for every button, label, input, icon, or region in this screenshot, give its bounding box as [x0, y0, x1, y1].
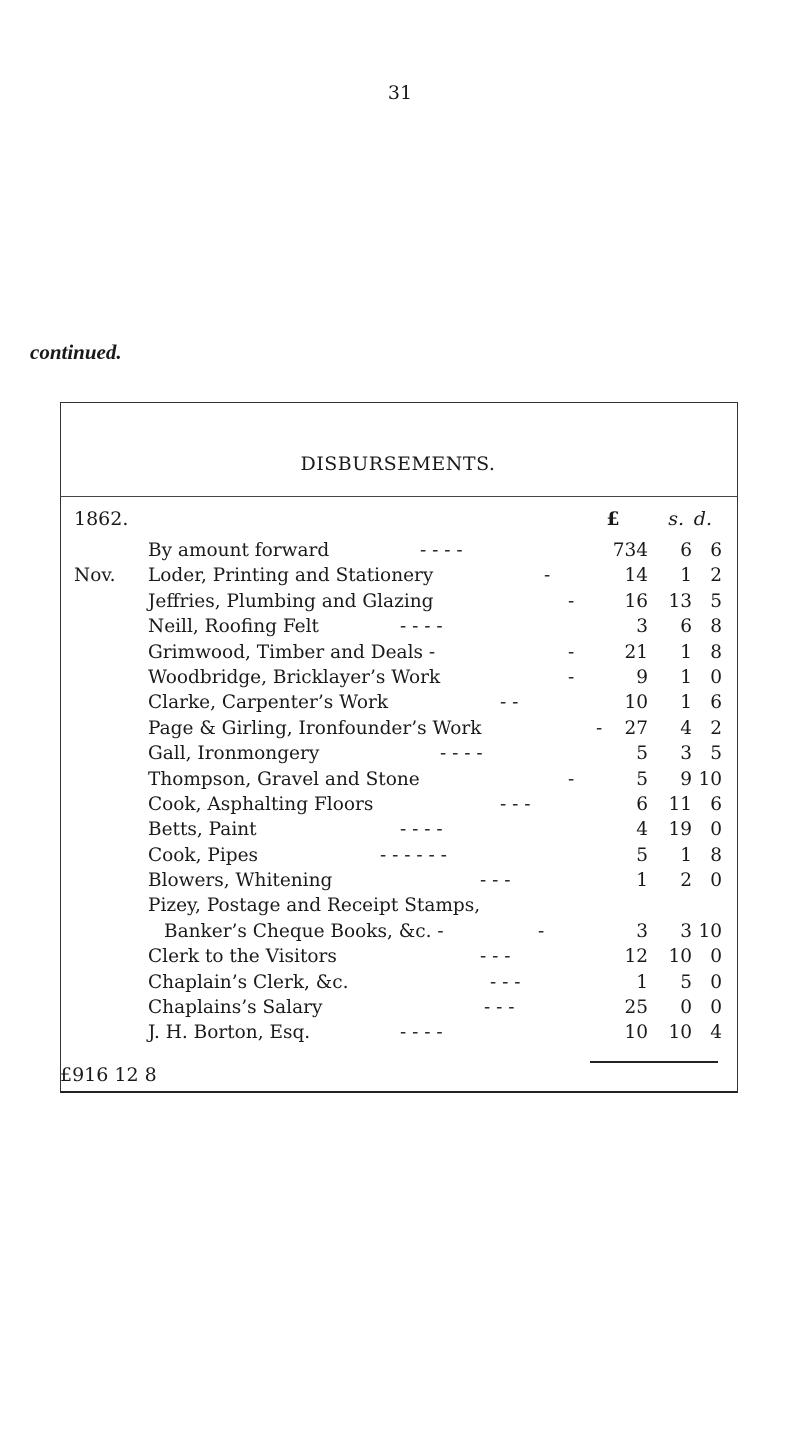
row-pounds: 1	[636, 971, 648, 993]
row-leaders: -	[596, 717, 603, 739]
row-leaders: - - - -	[420, 540, 463, 561]
row-leaders: - -	[500, 692, 519, 714]
row-pounds: 3	[636, 616, 648, 638]
row-leaders: - - - -	[400, 1022, 443, 1044]
total-pounds: £916	[60, 1064, 109, 1086]
continued-label: continued.	[30, 340, 122, 364]
row-description: Neill, Roofing Felt	[148, 616, 319, 638]
ledger-row	[60, 944, 736, 969]
ledger-row	[60, 792, 736, 817]
row-pence: 6	[710, 540, 722, 561]
row-description: Clerk to the Visitors	[148, 946, 337, 968]
row-pence: 8	[710, 641, 722, 663]
row-leaders: - - -	[480, 870, 511, 892]
row-pence: 5	[710, 743, 722, 765]
row-pence: 4	[710, 1022, 722, 1044]
ledger-row	[60, 970, 736, 995]
row-leaders: -	[538, 920, 545, 942]
row-leaders: -	[568, 641, 575, 663]
ledger-row	[60, 589, 736, 614]
row-shillings: 11	[668, 793, 692, 815]
row-pence: 8	[710, 844, 722, 866]
row-pence: 10	[698, 920, 722, 942]
row-description: Pizey, Postage and Receipt Stamps,	[148, 895, 481, 917]
row-pence: 0	[710, 819, 722, 841]
row-shillings: 10	[668, 946, 692, 968]
ledger-row	[60, 893, 736, 918]
row-pence: 6	[710, 793, 722, 815]
row-pounds: 5	[636, 743, 648, 765]
row-pence: 0	[710, 666, 722, 688]
shillings-column-header: s.	[668, 508, 684, 530]
row-shillings: 3	[680, 743, 692, 765]
ledger-row	[60, 665, 736, 690]
total-row	[60, 1061, 736, 1089]
row-shillings: 6	[680, 540, 692, 561]
row-shillings: 1	[680, 692, 692, 714]
row-description: Chaplains’s Salary	[148, 997, 323, 1019]
row-leaders: -	[568, 590, 575, 612]
page-number: 31	[387, 82, 413, 104]
row-shillings: 4	[680, 717, 692, 739]
row-description: Banker’s Cheque Books, &c. -	[164, 920, 444, 942]
row-month: Nov.	[74, 565, 116, 587]
row-shillings: 10	[668, 1022, 692, 1044]
ledger-row	[60, 868, 736, 893]
row-shillings: 1	[680, 641, 692, 663]
pence-column-header: d.	[693, 508, 712, 530]
row-pounds: 5	[636, 768, 648, 790]
row-pence: 0	[710, 946, 722, 968]
heading-rule	[60, 496, 738, 497]
row-pence: 0	[710, 997, 722, 1019]
row-pounds: 9	[636, 666, 648, 688]
ledger-row	[60, 741, 736, 766]
ledger-row	[60, 1020, 736, 1045]
ledger-row	[60, 614, 736, 639]
ledger-row	[60, 995, 736, 1020]
row-description: Cook, Asphalting Floors	[148, 793, 374, 815]
row-leaders: - - - - - -	[380, 844, 447, 866]
row-shillings: 2	[680, 870, 692, 892]
ledger-row	[60, 563, 736, 588]
row-shillings: 9	[680, 768, 692, 790]
row-leaders: - - - -	[400, 616, 443, 638]
ledger-row	[60, 817, 736, 842]
pounds-column-header: £	[606, 508, 620, 530]
row-pounds: 4	[636, 819, 648, 841]
ledger-row	[60, 843, 736, 868]
row-pounds: 6	[636, 793, 648, 815]
row-description: Blowers, Whitening	[148, 870, 333, 892]
row-pence: 5	[710, 590, 722, 612]
row-leaders: -	[568, 768, 575, 790]
row-pounds: 5	[636, 844, 648, 866]
section-title: DISBURSEMENTS.	[300, 453, 496, 475]
row-pounds: 10	[624, 692, 648, 714]
row-shillings: 5	[680, 971, 692, 993]
ledger-row	[60, 716, 736, 741]
row-pence: 6	[710, 692, 722, 714]
row-leaders: - - -	[500, 793, 531, 815]
row-leaders: - - -	[480, 946, 511, 968]
row-description: Thompson, Gravel and Stone	[148, 768, 420, 790]
row-description: Gall, Ironmongery	[148, 743, 320, 765]
year-label: 1862.	[74, 508, 129, 530]
row-pence: 8	[710, 616, 722, 638]
ledger-row	[60, 767, 736, 792]
row-shillings: 13	[668, 590, 692, 612]
row-pounds: 25	[624, 997, 648, 1019]
row-leaders: -	[544, 565, 551, 587]
row-description: Loder, Printing and Stationery	[148, 565, 434, 587]
row-pence: 10	[698, 768, 722, 790]
row-description: Woodbridge, Bricklayer’s Work	[148, 666, 441, 688]
row-pounds: 10	[624, 1022, 648, 1044]
row-pounds: 1	[636, 870, 648, 892]
total-pence: 8	[144, 1064, 157, 1086]
row-shillings: 1	[680, 666, 692, 688]
row-pounds: 21	[624, 641, 648, 663]
row-shillings: 19	[668, 819, 692, 841]
row-shillings: 3	[680, 920, 692, 942]
row-description: By amount forward	[148, 540, 330, 561]
row-description: J. H. Borton, Esq.	[148, 1022, 311, 1044]
row-pounds: 16	[624, 590, 648, 612]
ledger-row	[60, 640, 736, 665]
row-pence: 2	[710, 565, 722, 587]
row-shillings: 0	[680, 997, 692, 1019]
row-leaders: - - -	[484, 997, 515, 1019]
row-description: Betts, Paint	[148, 819, 257, 841]
row-shillings: 1	[680, 565, 692, 587]
row-leaders: - - - -	[400, 819, 443, 841]
row-pence: 2	[710, 717, 722, 739]
row-pounds: 734	[612, 540, 648, 561]
row-description: Jeffries, Plumbing and Glazing	[148, 590, 434, 612]
row-pounds: 12	[624, 946, 648, 968]
row-description: Cook, Pipes	[148, 844, 259, 866]
row-pounds: 14	[624, 565, 648, 587]
row-leaders: - - - -	[440, 743, 483, 765]
row-shillings: 6	[680, 616, 692, 638]
ledger-row	[60, 690, 736, 715]
row-description: Grimwood, Timber and Deals -	[148, 641, 436, 663]
row-description: Page & Girling, Ironfounder’s Work	[148, 717, 482, 739]
ledger-row	[60, 538, 736, 563]
row-leaders: - - -	[490, 971, 521, 993]
row-shillings: 1	[680, 844, 692, 866]
ledger-row	[60, 919, 736, 944]
row-leaders: -	[568, 666, 575, 688]
row-pence: 0	[710, 971, 722, 993]
row-description: Chaplain’s Clerk, &c.	[148, 971, 349, 993]
row-pounds: 3	[636, 920, 648, 942]
row-pounds: 27	[624, 717, 648, 739]
disbursement-rows	[60, 538, 736, 1046]
row-description: Clarke, Carpenter’s Work	[148, 692, 389, 714]
row-pence: 0	[710, 870, 722, 892]
total-shillings: 12	[114, 1064, 139, 1086]
